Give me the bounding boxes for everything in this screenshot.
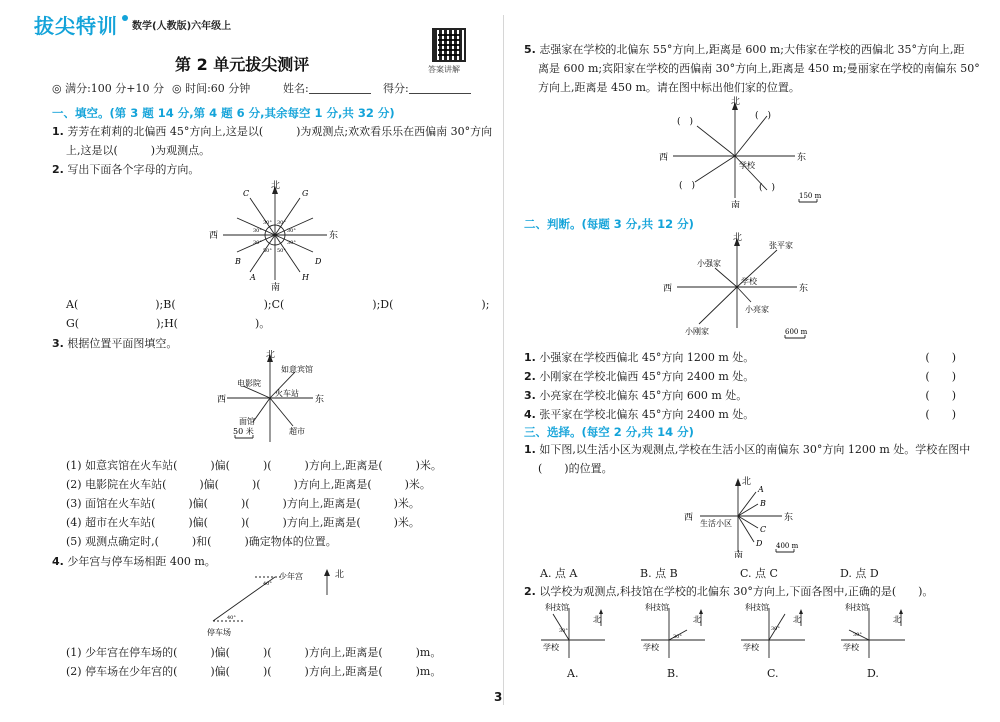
judge-mark-3[interactable]: ( ): [925, 389, 956, 402]
q2-deg-4: 30°: [287, 228, 296, 234]
q3-sub-2: (2) 电影院在火车站( )偏( )( )方向上,距离是( )米。: [66, 478, 431, 491]
judge-qiang-label: 小强家: [697, 259, 721, 268]
choice-q1-south-label: 南: [734, 551, 744, 558]
q2-deg-8: 50°: [277, 248, 286, 254]
judge-north-label: 北: [733, 233, 743, 243]
q3-text: 根据位置平面图填空。: [67, 337, 178, 350]
judge-item-1: 1. 小强家在学校西偏北 45°方向 1200 m 处。 ( ): [524, 348, 964, 367]
choice-q1-option-c[interactable]: C. 点 C: [740, 567, 778, 580]
judge-compass-diagram: [655, 232, 825, 344]
choice-q2-d-deg: 30°: [853, 632, 862, 638]
q2-deg-2: 30°: [277, 220, 286, 226]
q5-school-label: 学校: [739, 161, 755, 170]
q5-north-label: 北: [731, 97, 741, 107]
judge-school-label: 学校: [741, 277, 757, 286]
q5-line2: 离是 600 m;宾阳家在学校的西偏南 30°方向上,距离是 450 m;曼丽家在学校的南偏东 50°: [538, 62, 980, 75]
q3-sub-4: (4) 超市在火车站( )偏( )( )方向上,距离是( )米。: [66, 516, 420, 529]
q2-deg-3: 30°: [253, 228, 262, 234]
column-divider: [503, 15, 504, 705]
q4-fill: [52, 552, 216, 571]
q3-sub-5: (5) 观测点确定时,( )和( )确定物体的位置。: [66, 535, 337, 548]
q2-answer-line2: G( );H( )。: [66, 317, 271, 330]
q2-letter-G: G: [302, 189, 309, 198]
choice-q2-c-north: 北: [793, 615, 801, 624]
q2-south-label: 南: [271, 283, 281, 292]
q3-scale-label: 50 米: [233, 427, 254, 436]
brand-logo: 拔尖特训: [34, 14, 118, 38]
q2-letter-A: A: [250, 273, 256, 282]
choice-q1-east-label: 东: [784, 513, 794, 523]
judge-gang-label: 小刚家: [685, 327, 709, 336]
choice-q2-diagram-d: [835, 600, 915, 664]
choice-q2-diagram-b: [635, 600, 715, 664]
score-field[interactable]: [383, 80, 471, 96]
choice-q1: [524, 440, 970, 478]
choice-q1-letter-C: C: [760, 525, 767, 534]
q4-parking-label: 停车场: [207, 628, 231, 637]
choice-q2-text: 以学校为观测点,科技馆在学校的北偏东 30°方向上,下面各图中,正确的是( )。: [539, 585, 934, 598]
q2-west-label: 西: [209, 231, 219, 241]
choice-q2-b-school: 学校: [643, 643, 659, 652]
q5-scale-label: 150 m: [799, 192, 822, 200]
judge-mark-2[interactable]: ( ): [925, 370, 956, 383]
q1-line1: 芳芳在莉莉的北偏西 45°方向上,这是以( )为观测点;欢欢看乐乐在西偏南 30°方向: [67, 125, 493, 138]
judge-zhang-label: 张平家: [769, 241, 793, 250]
choice-q1-option-d[interactable]: D. 点 D: [840, 567, 879, 580]
choice-q1-diagram: [680, 474, 810, 558]
choice-q2-number: 2.: [524, 585, 536, 598]
choice-q2-c-tech: 科技馆: [745, 603, 769, 612]
name-underline: [309, 84, 371, 94]
choice-q2-d-north: 北: [893, 615, 901, 624]
choice-q2: [524, 582, 933, 601]
q3-station-label: 火车站: [275, 389, 299, 398]
q2-letter-D: D: [315, 257, 322, 266]
judge-list: [524, 348, 964, 424]
q5-compass-diagram: [655, 96, 825, 208]
q2-answer-line1: A( );B( );C( );D( );: [66, 298, 490, 311]
choice-q1-option-b[interactable]: B. 点 B: [640, 567, 678, 580]
q2-text: 写出下面各个字母的方向。: [67, 163, 200, 176]
full-score: ◎ 满分:100 分+10 分: [52, 82, 165, 95]
judge-item-2: 2. 小刚家在学校北偏西 45°方向 2400 m 处。 ( ): [524, 367, 964, 386]
page-number: 3: [494, 690, 503, 704]
choice-q2-b-north: 北: [693, 615, 701, 624]
judge-scale-label: 600 m: [785, 328, 808, 336]
q5-fill: [524, 40, 980, 97]
q3-market-label: 超市: [289, 427, 305, 436]
q2-compass-diagram: [205, 180, 345, 292]
q5-paren-ne: ( ): [755, 111, 772, 121]
choice-q1-line1: 如下图,以生活小区为观测点,学校在生活小区的南偏东 30°方向 1200 m 处。学校在图中: [539, 443, 971, 456]
q2-letter-C: C: [243, 189, 250, 198]
choice-q2-c-school: 学校: [743, 643, 759, 652]
judge-item-4: 4. 张平家在学校北偏东 45°方向 2400 m 处。 ( ): [524, 405, 964, 424]
choice-q2-diagram-c: [735, 600, 815, 664]
choice-q2-a-school: 学校: [543, 643, 559, 652]
judge-west-label: 西: [663, 284, 673, 294]
page-title: 第 2 单元拔尖测评: [175, 55, 310, 74]
choice-q2-a-deg: 30°: [559, 628, 568, 634]
q3-fill: [52, 334, 177, 353]
q4-text: 少年宫与停车场相距 400 m。: [67, 555, 216, 568]
q2-letter-B: B: [235, 257, 241, 266]
q1-fill: [52, 122, 492, 160]
judge-mark-1[interactable]: ( ): [925, 351, 956, 364]
q4-sub-2: (2) 停车场在少年宫的( )偏( )( )方向上,距离是( )m。: [66, 665, 442, 678]
q3-sub-1: (1) 如意宾馆在火车站( )偏( )( )方向上,距离是( )米。: [66, 459, 442, 472]
choice-q1-north-label: 北: [742, 477, 752, 487]
choice-q2-b-tech: 科技馆: [645, 603, 669, 612]
q2-deg-7: 50°: [263, 248, 272, 254]
q1-number: 1.: [52, 125, 64, 138]
qr-code-icon[interactable]: [432, 28, 466, 62]
q2-deg-5: 30°: [253, 240, 262, 246]
q3-sub-3: (3) 面馆在火车站( )偏( )( )方向上,距离是( )米。: [66, 497, 420, 510]
q4-deg-top: 40°: [263, 581, 272, 587]
judge-east-label: 东: [799, 284, 809, 294]
choice-q2-d-school: 学校: [843, 643, 859, 652]
q4-palace-label: 少年宫: [279, 572, 303, 581]
q3-sub-list: [66, 456, 442, 551]
choice-q2-d-tech: 科技馆: [845, 603, 869, 612]
q3-cinema-label: 电影院: [237, 379, 261, 388]
q2-letter-H: H: [302, 273, 309, 282]
q3-west-label: 西: [217, 395, 227, 405]
q2-fill: [52, 160, 199, 179]
section3-title: 三、选择。(每空 2 分,共 14 分): [524, 425, 694, 439]
choice-q2-b-deg: 30°: [673, 634, 682, 640]
choice-q2-option-b[interactable]: B.: [667, 667, 679, 680]
q4-number: 4.: [52, 555, 64, 568]
q5-south-label: 南: [731, 201, 741, 208]
q5-west-label: 西: [659, 153, 669, 163]
choice-q1-letter-B: B: [760, 499, 766, 508]
judge-item-3: 3. 小亮家在学校北偏东 45°方向 600 m 处。 ( ): [524, 386, 964, 405]
q4-diagram: [205, 565, 345, 641]
choice-q1-letter-A: A: [758, 485, 764, 494]
score-underline: [409, 84, 471, 94]
q4-sub-1: (1) 少年宫在停车场的( )偏( )( )方向上,距离是( )m。: [66, 646, 442, 659]
choice-q1-scale-label: 400 m: [776, 542, 799, 550]
q2-deg-1: 30°: [263, 220, 272, 226]
name-field[interactable]: [283, 80, 371, 96]
choice-q2-c-deg: 30°: [771, 626, 780, 632]
choice-q2-option-c[interactable]: C.: [767, 667, 779, 680]
time-limit: ◎ 时间:60 分钟: [172, 82, 251, 95]
choice-q1-letter-D: D: [756, 539, 763, 548]
q5-paren-sw: ( ): [679, 181, 696, 191]
choice-q2-a-tech: 科技馆: [545, 603, 569, 612]
brand-dot-icon: [122, 15, 128, 21]
choice-q2-option-d[interactable]: D.: [867, 667, 879, 680]
q4-north-label: 北: [335, 570, 345, 580]
choice-q1-number: 1.: [524, 443, 536, 456]
q5-number: 5.: [524, 43, 536, 56]
q5-paren-nw: ( ): [677, 117, 694, 127]
q5-line1: 志强家在学校的北偏东 55°方向上,距离是 600 m;大伟家在学校的西偏北 35°方向上,距: [539, 43, 965, 56]
choice-q1-community-label: 生活小区: [700, 519, 732, 528]
choice-q1-west-label: 西: [684, 513, 694, 523]
choice-q2-option-a[interactable]: A.: [567, 667, 579, 680]
q3-north-label: 北: [266, 350, 276, 360]
choice-q1-option-a[interactable]: A. 点 A: [540, 567, 578, 580]
choice-q2-diagram-a: [535, 600, 615, 664]
book-subtitle: 数学(人教版)六年级上: [132, 21, 232, 32]
q2-east-label: 东: [329, 231, 339, 241]
qr-label: 答案讲解: [428, 65, 460, 74]
score-label: 得分:: [383, 82, 409, 95]
q3-noodle-label: 面馆: [239, 417, 255, 426]
choice-q2-a-north: 北: [593, 615, 601, 624]
section2-title: 二、判断。(每题 3 分,共 12 分): [524, 217, 694, 231]
q5-line3: 方向上,距离是 450 m。请在图中标出他们家的位置。: [538, 81, 800, 94]
q4-sub-list: [66, 643, 441, 681]
q4-deg-bottom: 40°: [227, 615, 236, 621]
q3-east-label: 东: [315, 395, 325, 405]
section1-title: 一、填空。(第 3 题 14 分,第 4 题 6 分,其余每空 1 分,共 32 分): [52, 106, 395, 120]
judge-mark-4[interactable]: ( ): [925, 408, 956, 421]
q1-line2: 上,这是以( )为观测点。: [66, 144, 211, 157]
q2-number: 2.: [52, 163, 64, 176]
choice-q1-line2: ( )的位置。: [538, 462, 613, 475]
q3-hotel-label: 如意宾馆: [281, 365, 313, 374]
q2-north-label: 北: [271, 181, 281, 191]
q2-deg-6: 30°: [287, 240, 296, 246]
name-label: 姓名:: [283, 82, 309, 95]
q5-paren-se: ( ): [759, 183, 776, 193]
judge-liang-label: 小亮家: [745, 305, 769, 314]
q3-number: 3.: [52, 337, 64, 350]
q5-east-label: 东: [797, 153, 807, 163]
q3-map-diagram: [215, 350, 335, 450]
